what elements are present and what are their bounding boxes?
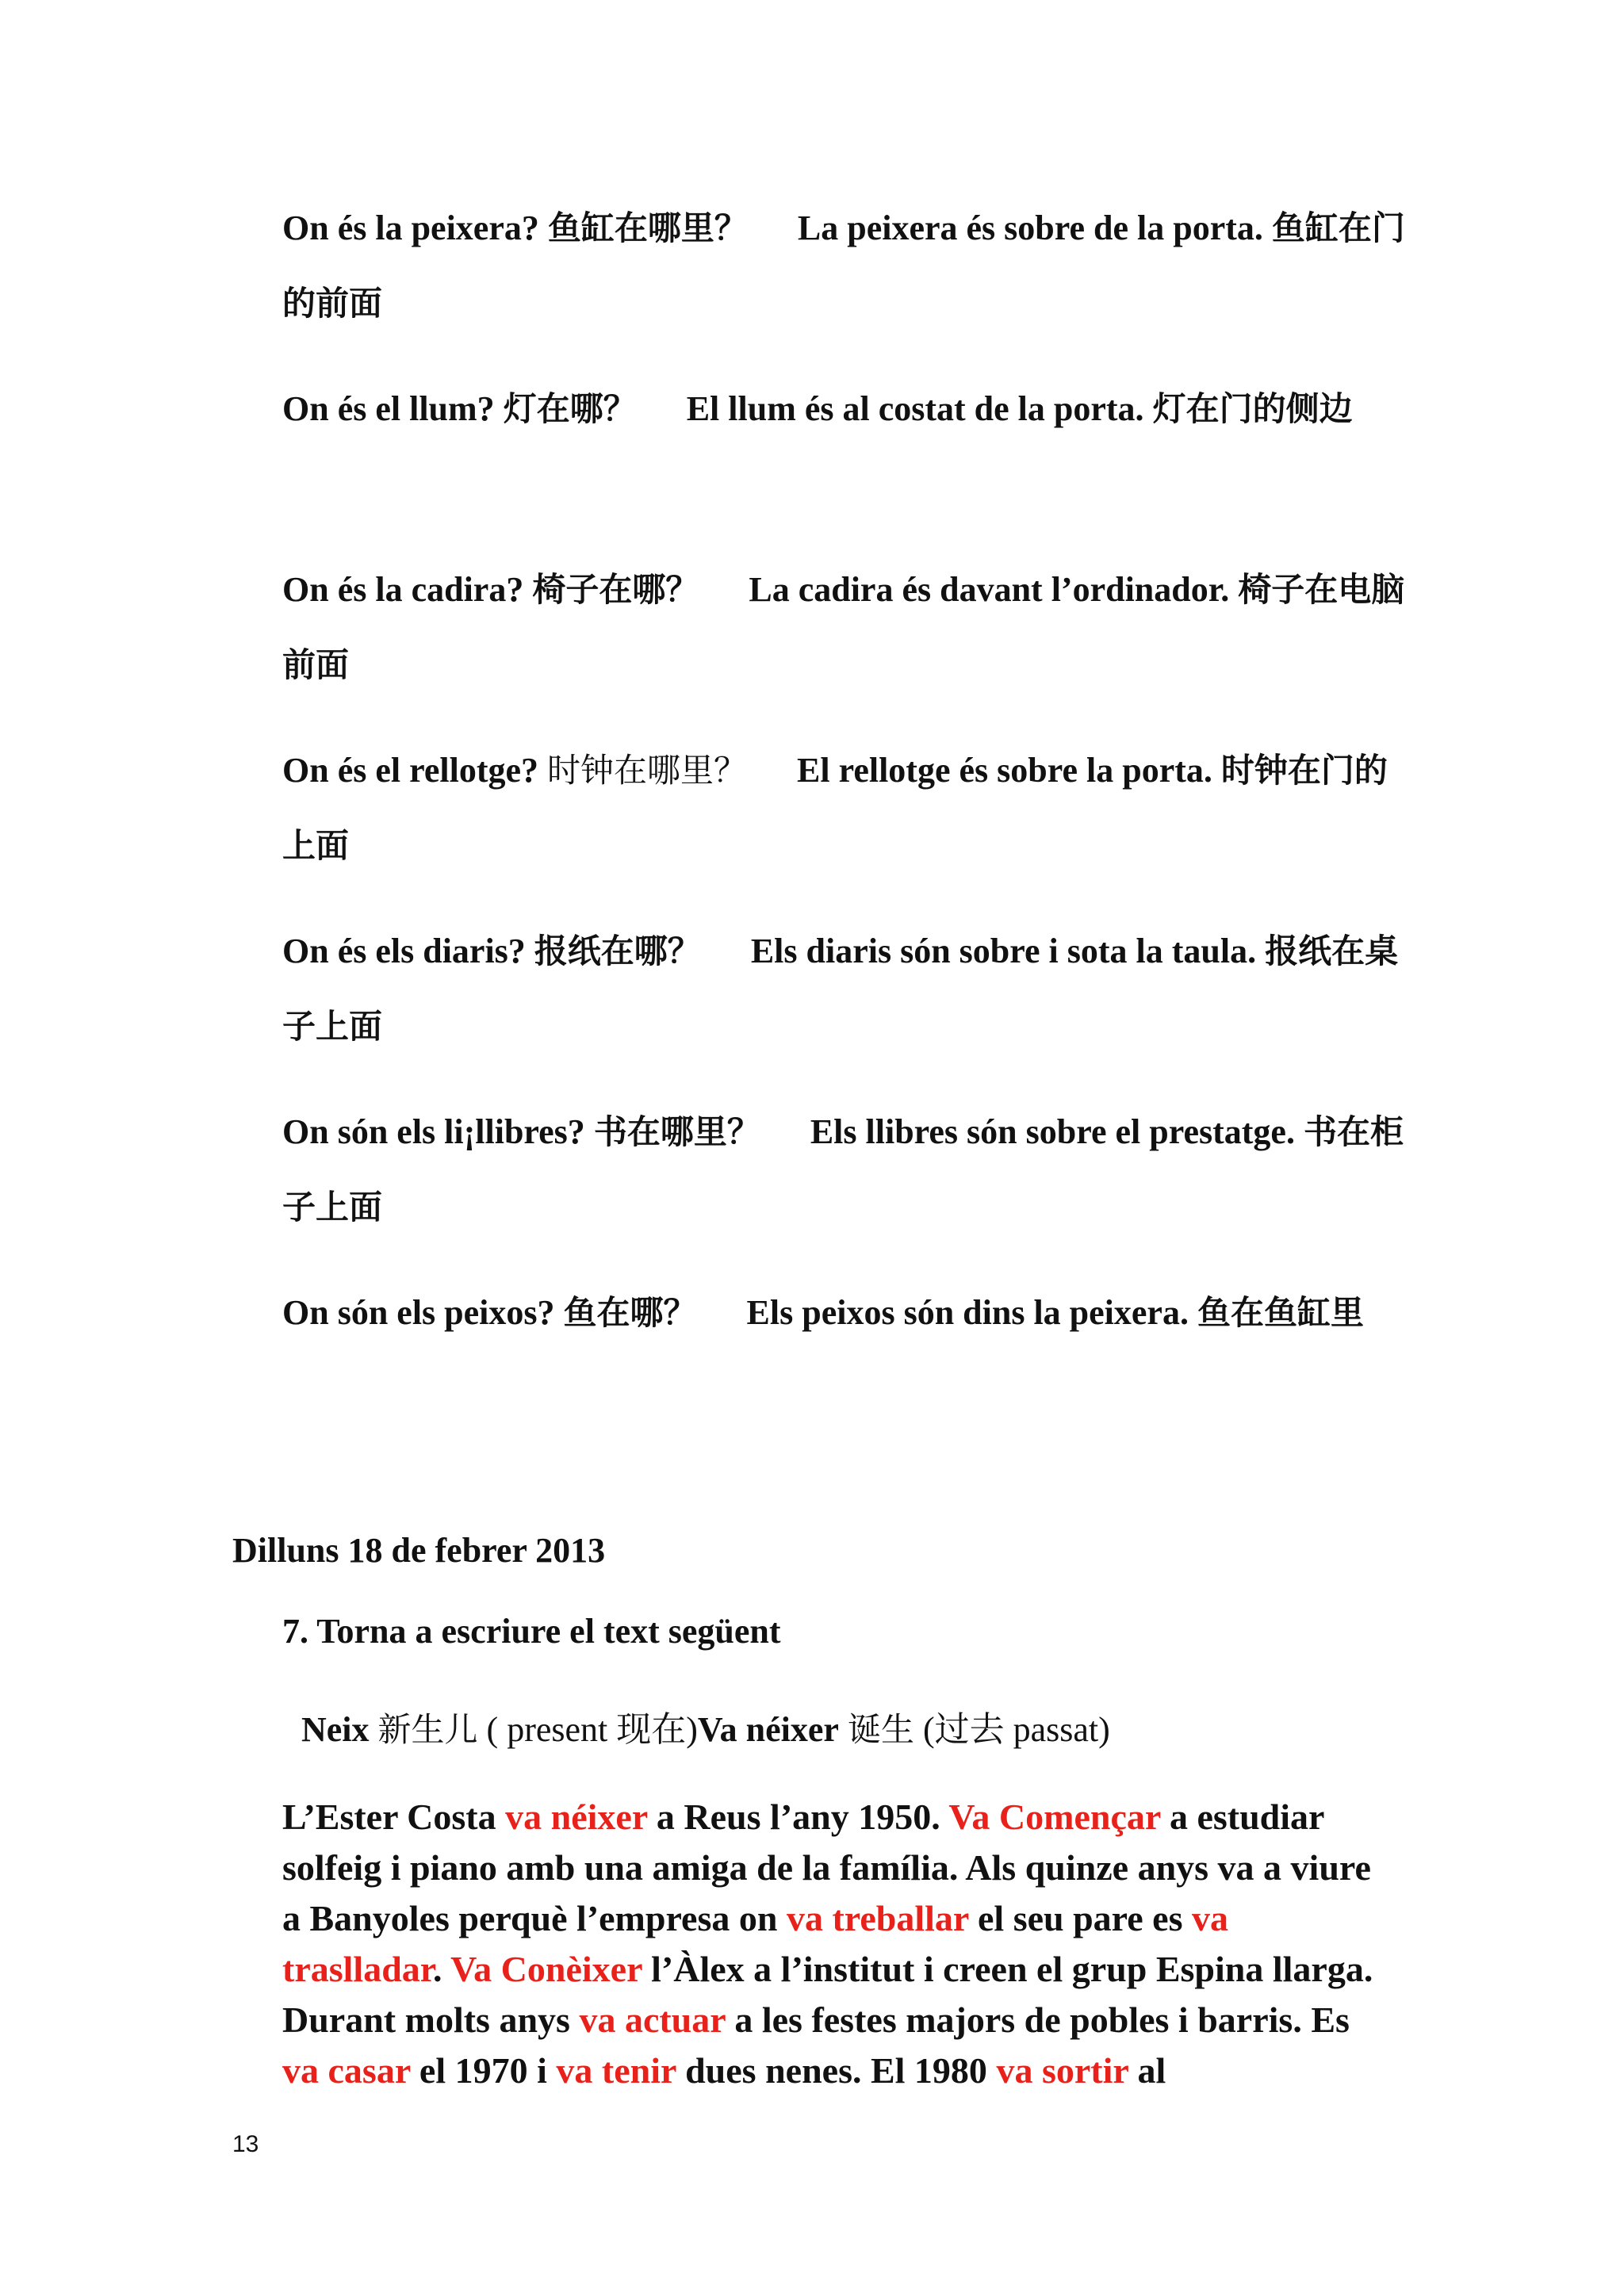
answer: La peixera és sobre de la porta. <box>797 209 1263 247</box>
question-translation: 灯在哪？ <box>503 389 637 428</box>
text-segment: el 1970 i <box>410 2050 557 2091</box>
question-translation: 书在哪里？ <box>593 1112 760 1151</box>
text-segment: l’Àlex a l’institut i creen el grup Espina llarga. Durant molts anys <box>282 1949 1373 2040</box>
question: On és el llum? <box>282 389 495 428</box>
text-segment: L’Ester Costa <box>282 1797 506 1837</box>
qa-item <box>282 190 1408 341</box>
exercise-text <box>282 1792 1392 2096</box>
qa-item <box>282 552 1408 702</box>
text-segment: a Reus l’any 1950. <box>647 1797 949 1837</box>
answer: El rellotge és sobre la porta. <box>797 751 1212 790</box>
question-translation: 报纸在哪？ <box>534 932 701 970</box>
text-segment: al <box>1128 2050 1166 2091</box>
vocab-present-translation: 新生儿 <box>377 1710 478 1749</box>
answer-translation: 鱼缸在门的前面 <box>282 209 1405 323</box>
qa-item <box>282 1275 1408 1350</box>
answer-translation: 书在柜子上面 <box>282 1112 1404 1226</box>
question-translation: 时钟在哪里？ <box>547 751 748 790</box>
text-segment: el seu pare es <box>968 1898 1193 1938</box>
question: On és la peixera? <box>282 209 539 247</box>
answer-translation: 报纸在桌子上面 <box>282 932 1399 1046</box>
question-translation: 椅子在哪？ <box>532 570 699 609</box>
vocab-past-word: Va néixer <box>697 1710 839 1749</box>
question: On és el rellotge? <box>282 751 538 790</box>
question: On són els peixos? <box>282 1293 555 1332</box>
answer: Els peixos són dins la peixera. <box>746 1293 1189 1332</box>
answer: Els llibres són sobre el prestatge. <box>810 1112 1295 1151</box>
highlighted-verb: va actuar <box>579 1999 726 2040</box>
text-segment: a estudiar solfeig i piano amb una amiga de la família. Als quinze anys va a viure a Banyoles perquè l’empresa on <box>282 1797 1371 1938</box>
vocab-past-translation: 诞生 <box>847 1710 914 1749</box>
exercise-title: 7. Torna a escriure el text següent <box>282 1612 781 1651</box>
highlighted-verb: va sortir <box>996 2050 1128 2091</box>
text-segment: a les festes majors de pobles i barris. Es <box>725 1999 1350 2040</box>
question: On és els diaris? <box>282 932 526 970</box>
answer-translation: 鱼在鱼缸里 <box>1197 1293 1364 1332</box>
answer-translation: 灯在门的侧边 <box>1152 389 1353 428</box>
answer-translation: 时钟在门的上面 <box>282 751 1388 865</box>
answer-translation: 椅子在电脑前面 <box>282 570 1405 684</box>
question-translation: 鱼缸在哪里？ <box>547 209 748 247</box>
vocab-present-note: ( present 现在) <box>486 1710 698 1749</box>
highlighted-verb: va treballar <box>786 1898 969 1938</box>
highlighted-verb: Va Començar <box>948 1797 1161 1837</box>
qa-item <box>282 733 1408 883</box>
question: On és la cadira? <box>282 570 524 609</box>
qa-item <box>282 1094 1408 1245</box>
vocabulary-line <box>301 1701 1110 1751</box>
vocab-past-note: (过去 passat) <box>922 1710 1110 1749</box>
vocab-present-word: Neix <box>301 1710 370 1749</box>
answer: Els diaris són sobre i sota la taula. <box>750 932 1257 970</box>
qa-item <box>282 913 1408 1064</box>
text-segment: dues nenes. El 1980 <box>676 2050 997 2091</box>
highlighted-verb: Va Conèixer <box>450 1949 642 1989</box>
text-segment: . <box>432 1949 451 1989</box>
date-heading: Dilluns 18 de febrer 2013 <box>232 1531 606 1570</box>
highlighted-verb: va tenir <box>556 2050 676 2091</box>
question-translation: 鱼在哪？ <box>563 1293 697 1332</box>
answer: La cadira és davant l’ordinador. <box>749 570 1230 609</box>
highlighted-verb: va casar <box>282 2050 411 2091</box>
answer: El llum és al costat de la porta. <box>686 389 1144 428</box>
page-number: 13 <box>232 2131 259 2157</box>
highlighted-verb: va néixer <box>505 1797 648 1837</box>
highlighted-verb: va traslladar <box>282 1898 1229 1989</box>
qa-item <box>282 371 1408 446</box>
question: On són els li¡llibres? <box>282 1112 585 1151</box>
